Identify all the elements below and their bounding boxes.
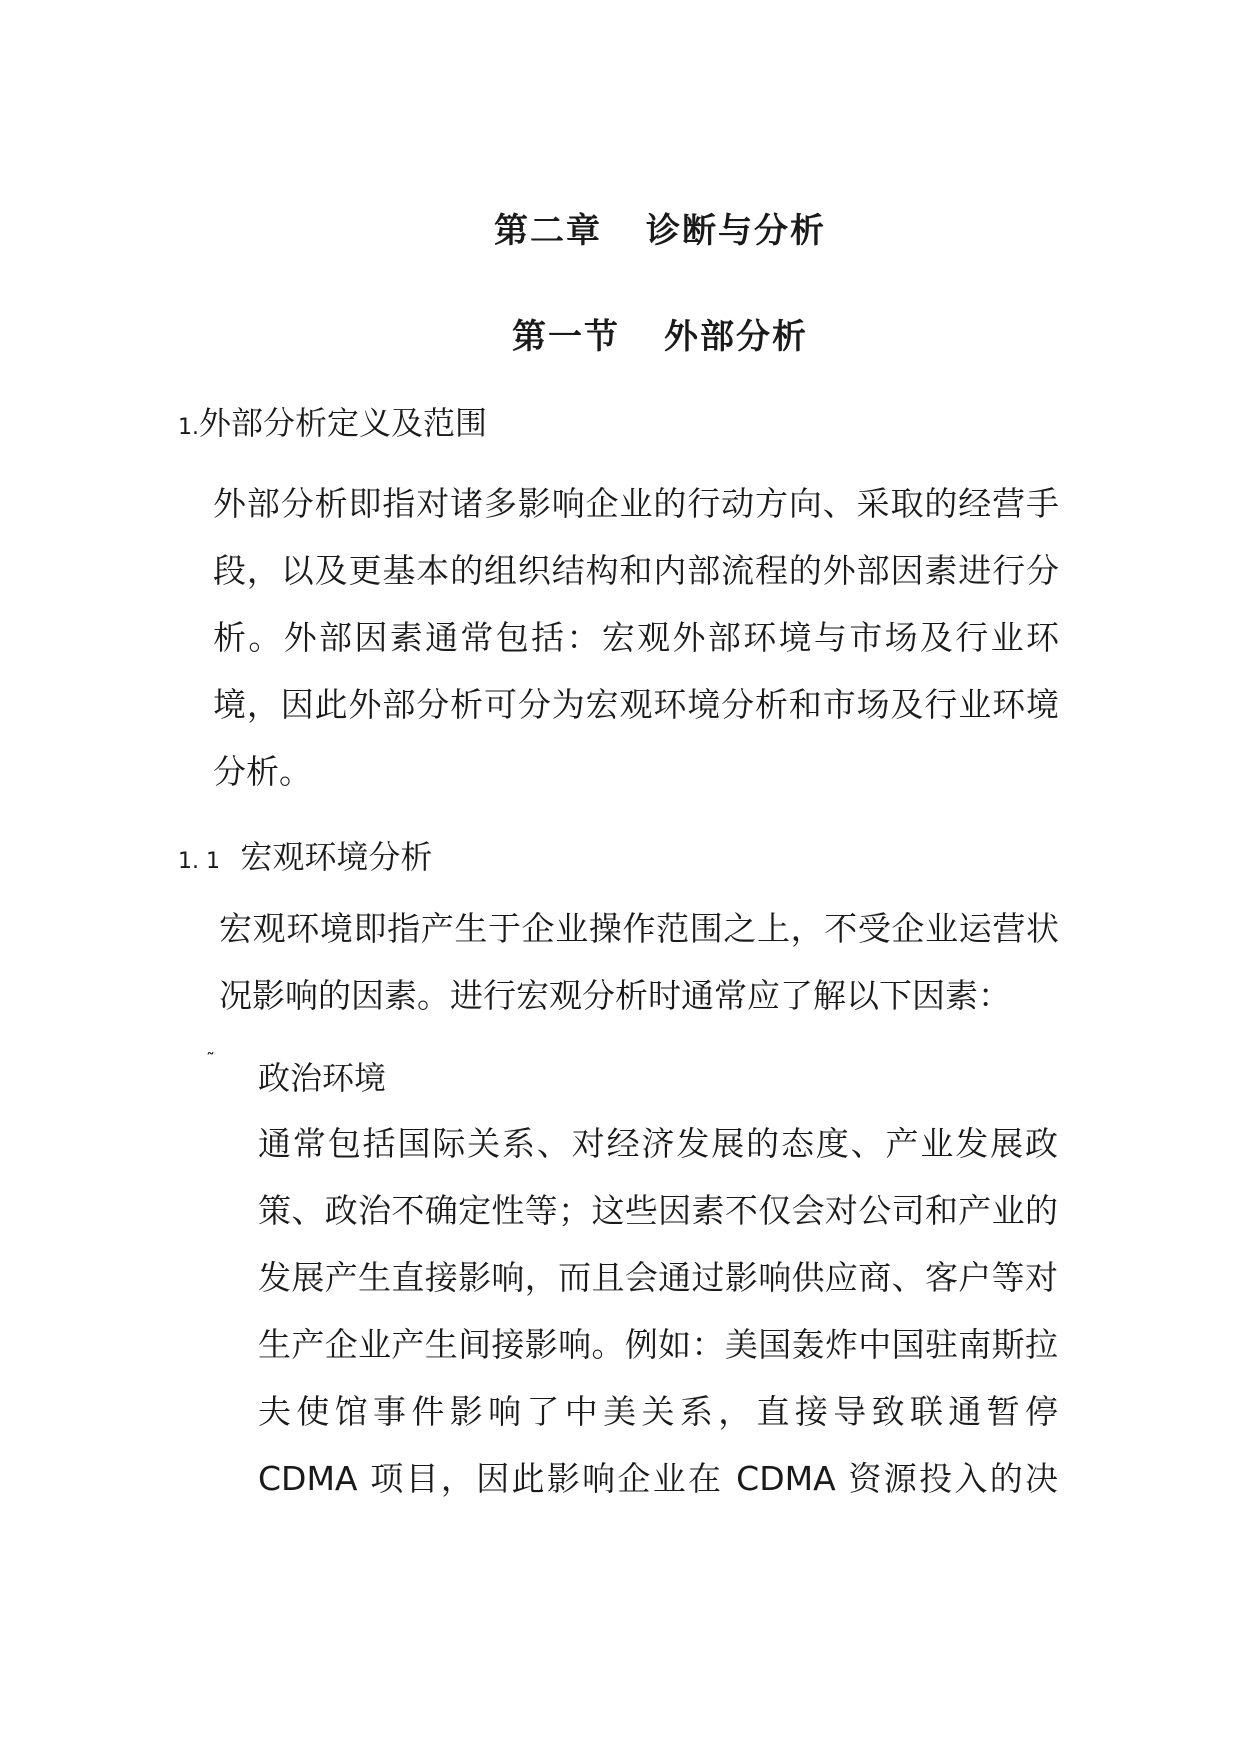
heading-1-text: 外部分析定义及范围 [199, 404, 488, 442]
paragraph-line: 宏观环境即指产生于企业操作范围之上，不受企业运营状 [219, 909, 1059, 948]
paragraph-line: 析。外部因素通常包括：宏观外部环境与市场及行业环 [213, 618, 1059, 657]
paragraph-line: 发展产生直接影响，而且会通过影响供应商、客户等对 [258, 1258, 1058, 1297]
section-title: 外部分析 [664, 317, 808, 357]
heading-1-number: 1. [178, 415, 199, 440]
paragraph-line: 生产企业产生间接影响。例如：美国轰炸中国驻南斯拉 [258, 1325, 1058, 1364]
paragraph-3 [258, 1110, 1058, 1512]
chapter-heading [494, 203, 826, 252]
paragraph-line: 境，因此外部分析可分为宏观环境分析和市场及行业环境 [213, 685, 1059, 724]
heading-1-1-number: 1. 1 [178, 849, 220, 874]
paragraph-line: CDMA 项目，因此影响企业在 CDMA 资源投入的决 [258, 1459, 1058, 1498]
bullet-mark: ˜ [206, 1050, 215, 1071]
paragraph-line: 夫使馆事件影响了中美关系，直接导致联通暂停 [258, 1392, 1058, 1431]
chapter-label: 第二章 [494, 211, 602, 251]
paragraph-line: 分析。 [213, 752, 312, 791]
section-label: 第一节 [512, 317, 620, 357]
paragraph-line: 策、政治不确定性等；这些因素不仅会对公司和产业的 [258, 1191, 1058, 1230]
heading-1 [178, 398, 487, 444]
paragraph-line: 通常包括国际关系、对经济发展的态度、产业发展政 [258, 1124, 1058, 1163]
paragraph-1 [213, 470, 1059, 805]
heading-1-1-text: 宏观环境分析 [240, 838, 433, 876]
chapter-title: 诊断与分析 [646, 211, 826, 251]
heading-1-1 [178, 832, 432, 878]
paragraph-line: 况影响的因素。进行宏观分析时通常应了解以下因素： [219, 976, 1011, 1015]
paragraph-line: 段，以及更基本的组织结构和内部流程的外部因素进行分 [213, 551, 1059, 590]
item-politics-heading: 政治环境 [258, 1059, 387, 1097]
paragraph-line: 外部分析即指对诸多影响企业的行动方向、采取的经营手 [213, 484, 1059, 523]
section-heading [512, 309, 808, 358]
paragraph-2 [219, 895, 1059, 1029]
